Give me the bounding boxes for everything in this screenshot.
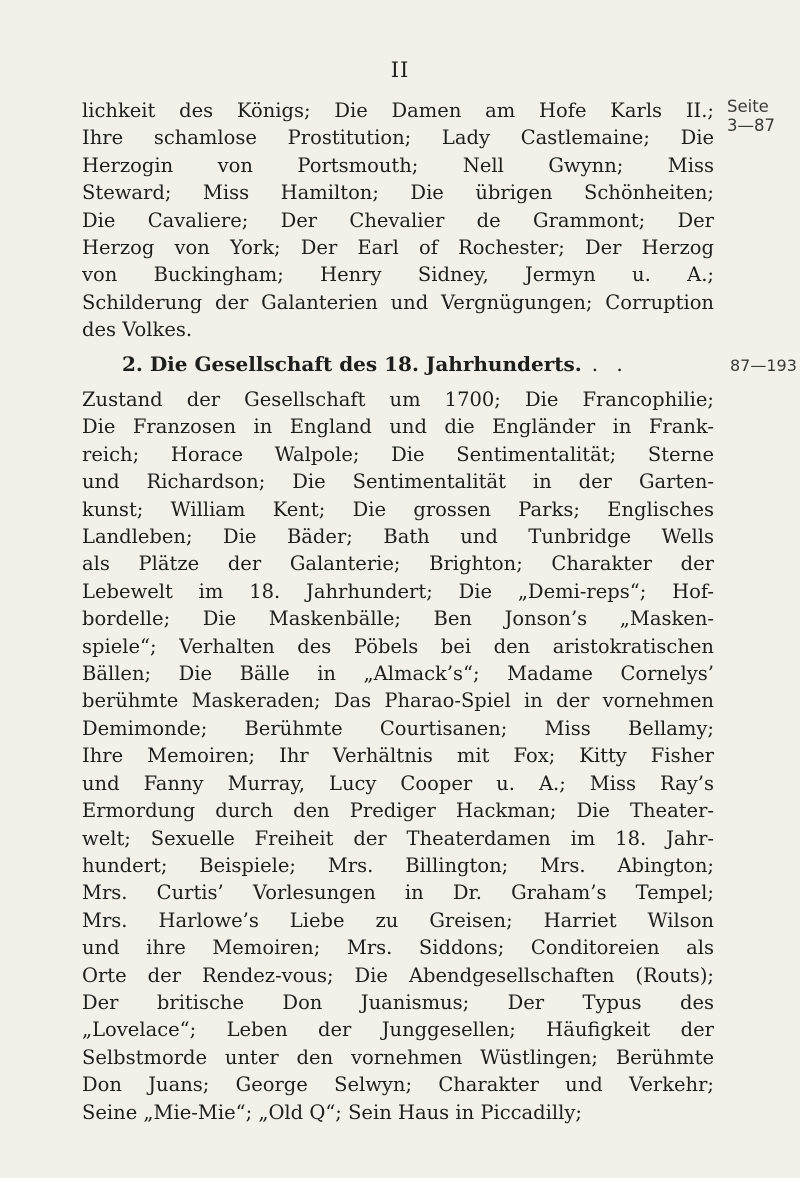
text-line: bordelle; Die Maskenbälle; Ben Jonson’s „Masken- [82,607,714,631]
text-line: Bällen; Die Bälle in „Almack’s“; Madame Cornelys’ [82,662,714,686]
text-line: und Fanny Murray, Lucy Cooper u. A.; Miss Ray’s [82,771,714,795]
section-2-text [82,386,714,1126]
text-line: Ihre schamlose Prostitution; Lady Castlemaine; Die [82,126,714,150]
text-line: Zustand der Gesellschaft um 1700; Die Francophilie; [82,388,714,411]
text-line: Herzogin von Portsmouth; Nell Gwynn; Miss [82,153,714,177]
heading-leader-dots: . . [591,352,629,376]
section-2-heading [122,352,629,376]
text-line: spiele“; Verhalten des Pöbels bei den aristokratischen [82,634,714,658]
text-line: kunst; William Kent; Die grossen Parks; Englisches [82,497,714,521]
text-line: als Plätze der Galanterie; Brighton; Charakter der [82,552,714,576]
text-line: Mrs. Harlowe’s Liebe zu Greisen; Harriet Wilson [82,908,714,932]
text-line: Ermordung durch den Prediger Hackman; Die Theater- [82,799,714,823]
text-line: Don Juans; George Selwyn; Charakter und Verkehr; [82,1073,714,1097]
text-line: Schilderung der Galanterien und Vergnügungen; Corruption [82,290,714,314]
text-line: hundert; Beispiele; Mrs. Billington; Mrs. Abington; [82,853,714,877]
page-ref-range: 3—87 [727,116,775,135]
text-line: Der britische Don Juanismus; Der Typus des [82,990,714,1014]
text-line: Steward; Miss Hamilton; Die übrigen Schönheiten; [82,181,714,205]
text-line: Ihre Memoiren; Ihr Verhältnis mit Fox; Kitty Fisher [82,744,714,768]
text-line: „Lovelace“; Leben der Junggesellen; Häufigkeit der [82,1018,714,1042]
section-1-text [82,97,714,344]
text-line: und Richardson; Die Sentimentalität in der Garten- [82,470,714,494]
text-line: berühmte Maskeraden; Das Pharao-Spiel in der vornehmen [82,689,714,713]
page-number: II [390,58,410,82]
text-line: reich; Horace Walpole; Die Sentimentalität; Sterne [82,442,714,466]
text-line: von Buckingham; Henry Sidney, Jermyn u. A.; [82,263,714,287]
section-2-page-ref: 87—193 [730,356,797,375]
text-line: Demimonde; Berühmte Courtisanen; Miss Bellamy; [82,716,714,740]
text-line: Seine „Mie-Mie“; „Old Q“; Sein Haus in Piccadilly; [82,1100,582,1124]
text-line: des Volkes. [82,318,193,342]
text-line: lichkeit des Königs; Die Damen am Hofe Karls II.; [82,99,714,122]
text-line: Landleben; Die Bäder; Bath und Tunbridge Wells [82,525,714,549]
text-line: welt; Sexuelle Freiheit der Theaterdamen im 18. Jahr- [82,826,714,850]
text-line: Lebewelt im 18. Jahrhundert; Die „Demi-reps“; Hof- [82,579,714,603]
section-heading-title: 2. Die Gesellschaft des 18. Jahrhunderts. [122,352,582,376]
page-ref-label: Seite [727,97,769,116]
text-line: Mrs. Curtis’ Vorlesungen in Dr. Graham’s Tempel; [82,881,714,905]
text-line: Die Cavaliere; Der Chevalier de Grammont; Der [82,208,714,232]
text-line: Herzog von York; Der Earl of Rochester; Der Herzog [82,236,714,260]
text-line: Die Franzosen in England und die Engländer in Frank- [82,415,714,439]
text-line: Selbstmorde unter den vornehmen Wüstlingen; Berühmte [82,1045,714,1069]
text-line: Orte der Rendez-vous; Die Abendgesellschaften (Routs); [82,963,714,987]
section-1-page-ref [727,97,775,135]
text-line: und ihre Memoiren; Mrs. Siddons; Conditoreien als [82,936,714,960]
